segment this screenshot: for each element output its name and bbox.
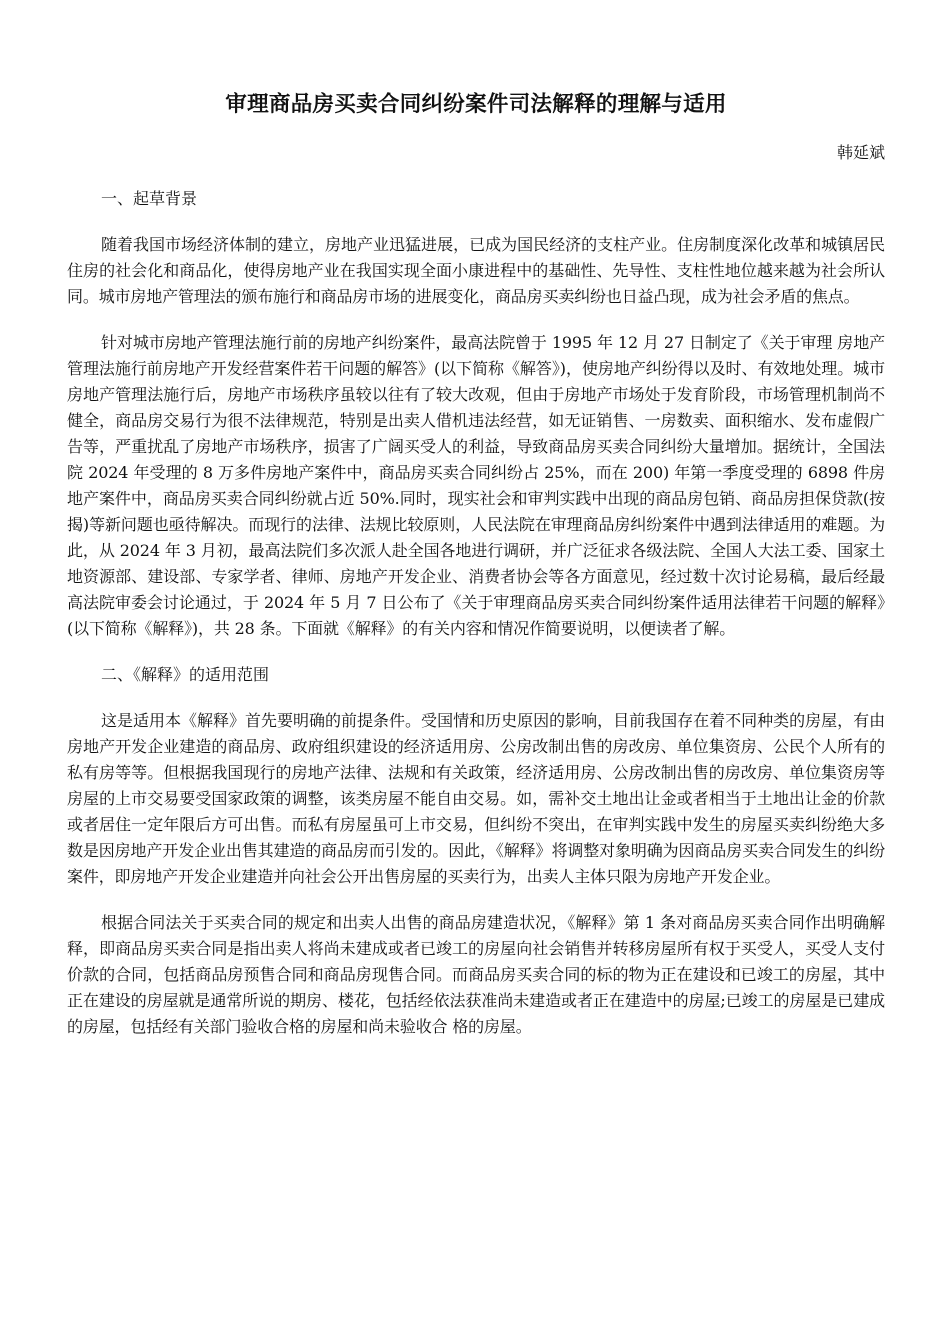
section-heading: 一、起草背景 xyxy=(101,189,198,208)
paragraph: 针对城市房地产管理法施行前的房地产纠纷案件，最高法院曾于 1995 年 12 月 27 日制定了《关于审理 房地产管理法施行前房地产开发经营案件若干问题的解答》(以下简称《解答》)，使房地产纠纷得以及时、有效地处理。城市房地产管理法施行后，房地产市场秩序虽较以往有了较大改观，但由于房地产市场处于发育阶段，市场管理机制尚不健全，商品房交易行为很不法律规范，特别是出卖人借机违法经营，如无证销售、一房数卖、面积缩水、发布虚假广告等，严重扰乱了房地产市场秩序，损害了广阔买受人的利益，导致商品房买卖合同纠纷大量增加。据统计，全国法院 2024 年受理的 8 万多件房地产案件中，商品房买卖合同纠纷占 25%，而在 200) 年第一季度受理的 6898 件房地产案件中，商品房买卖合同纠纷就占近 50%.同时，现实社会和审判实践中出现的商品房包销、商品房担保贷款(按揭)等新问题也亟待解决。而现行的法律、法规比较原则，人民法院在审理商品房纠纷案件中遇到法律适用的难题。为此，从 2024 年 3 月初，最高法院们多次派人赴全国各地进行调研，并广泛征求各级法院、全国人大法工委、国家土地资源部、建设部、专家学者、律师、房地产开发企业、消费者协会等各方面意见，经过数十次讨论易稿，最后经最高法院审委会讨论通过，于 2024 年 5 月 7 日公布了《关于审理商品房买卖合同纠纷案件适用法律若干问题的解释》(以下简称《解释》)，共 28 条。下面就《解释》的有关内容和情况作简要说明，以便读者了解。 xyxy=(67,333,885,638)
section-heading: 二、《解释》的适用范围 xyxy=(101,665,270,684)
paragraph: 随着我国市场经济体制的建立，房地产业迅猛进展，已成为国民经济的支柱产业。住房制度深化改革和城镇居民住房的社会化和商品化，使得房地产业在我国实现全面小康进程中的基础性、先导性、支柱性地位越来越为社会所认同。城市房地产管理法的颁布施行和商品房市场的进展变化，商品房买卖纠纷也日益凸现，成为社会矛盾的焦点。 xyxy=(67,235,885,306)
section-background xyxy=(67,186,885,642)
document-page xyxy=(67,0,885,1040)
section-scope xyxy=(67,662,885,1040)
paragraph: 根据合同法关于买卖合同的规定和出卖人出售的商品房建造状况，《解释》第 1 条对商品房买卖合同作出明确解释，即商品房买卖合同是指出卖人将尚未建成或者已竣工的房屋向社会销售并转移房屋所有权于买受人，买受人支付价款的合同，包括商品房预售合同和商品房现售合同。而商品房买卖合同的标的物为正在建设和已竣工的房屋，其中正在建设的房屋就是通常所说的期房、楼花，包括经依法获准尚未建造或者正在建造中的房屋;已竣工的房屋是已建成的房屋，包括经有关部门验收合格的房屋和尚未验收合 格的房屋。 xyxy=(67,913,885,1036)
paragraph: 这是适用本《解释》首先要明确的前提条件。受国情和历史原因的影响，目前我国存在着不同种类的房屋，有由房地产开发企业建造的商品房、政府组织建设的经济适用房、公房改制出售的房改房、单位集资房、公民个人所有的私有房等等。但根据我国现行的房地产法律、法规和有关政策，经济适用房、公房改制出售的房改房、单位集资房等房屋的上市交易要受国家政策的调整，该类房屋不能自由交易。如，需补交土地出让金或者相当于土地出让金的价款或者居住一定年限后方可出售。而私有房屋虽可上市交易，但纠纷不突出，在审判实践中发生的房屋买卖纠纷绝大多数是因房地产开发企业出售其建造的商品房而引发的。因此，《解释》将调整对象明确为因商品房买卖合同发生的纠纷案件，即房地产开发企业建造并向社会公开出售房屋的买卖行为，出卖人主体只限为房地产开发企业。 xyxy=(67,711,885,886)
document-title: 审理商品房买卖合同纠纷案件司法解释的理解与适用 xyxy=(225,92,727,117)
author-name: 韩延斌 xyxy=(836,143,885,162)
